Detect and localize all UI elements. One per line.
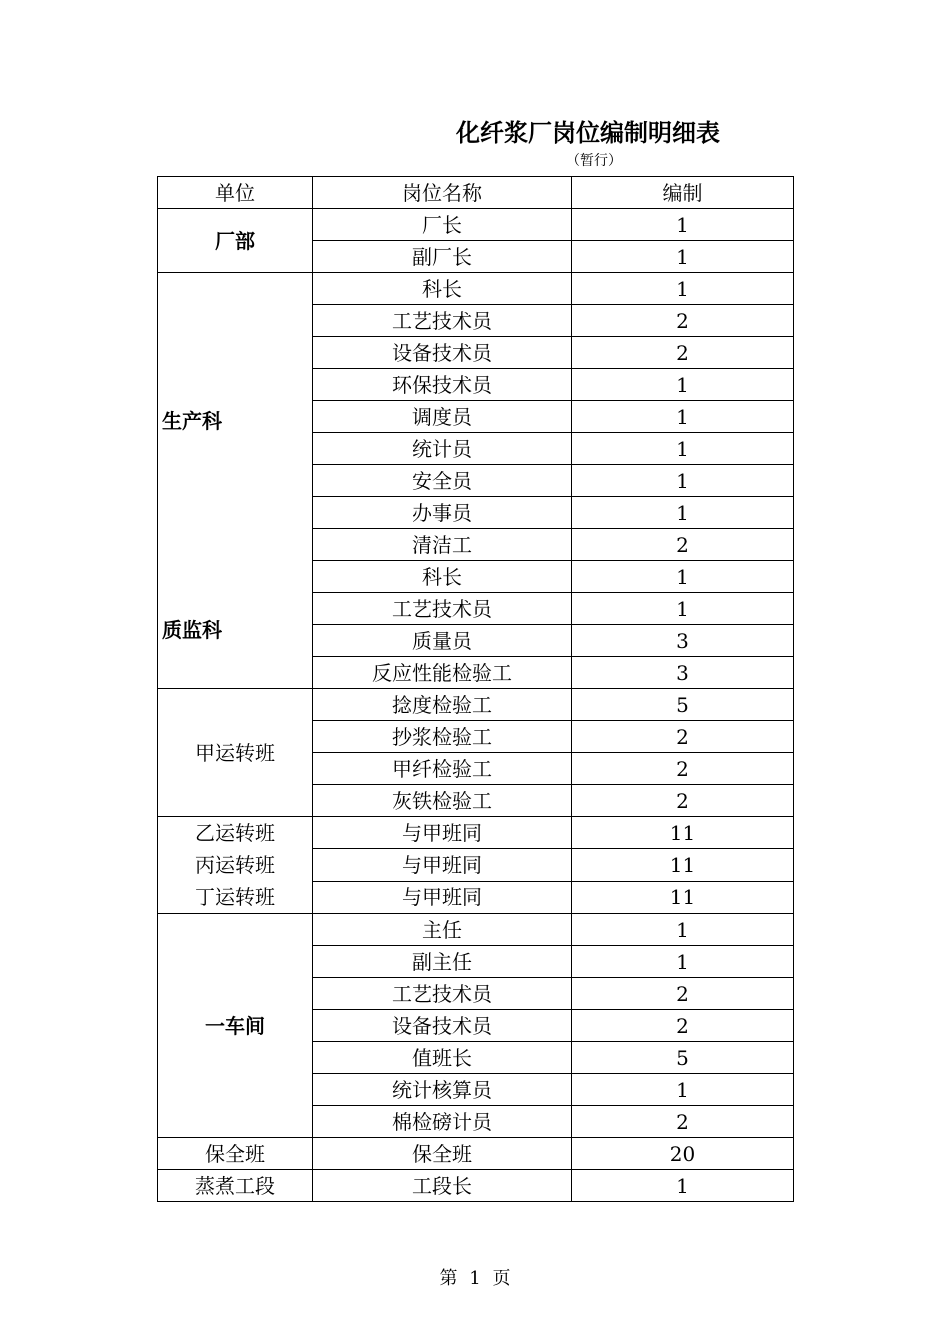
- footer-prefix: 第: [439, 1268, 458, 1289]
- position-cell: 设备技术员: [313, 1010, 572, 1042]
- position-cell: 调度员: [313, 401, 572, 433]
- table-row: [158, 1138, 794, 1170]
- position-cell: 与甲班同: [313, 817, 572, 849]
- unit-quality: 质监科: [162, 618, 222, 642]
- position-cell: 反应性能检验工: [313, 657, 572, 689]
- page-footer: [0, 1264, 950, 1290]
- count-cell: 1: [572, 593, 794, 625]
- count-cell: 5: [572, 689, 794, 721]
- count-cell: 2: [572, 1010, 794, 1042]
- position-cell: 抄浆检验工: [313, 721, 572, 753]
- position-cell: 副主任: [313, 946, 572, 978]
- count-cell: 1: [572, 241, 794, 273]
- page-subtitle: （暂行）: [566, 153, 622, 169]
- count-cell: 1: [572, 1074, 794, 1106]
- position-cell: 保全班: [313, 1138, 572, 1170]
- position-cell: 清洁工: [313, 529, 572, 561]
- count-cell: 11: [572, 817, 794, 849]
- count-cell: 11: [572, 849, 794, 881]
- unit-shift-a: 甲运转班: [158, 689, 313, 817]
- position-cell: 主任: [313, 914, 572, 946]
- unit-cooking: 蒸煮工段: [158, 1170, 313, 1202]
- table-row: [158, 817, 794, 849]
- position-cell: 棉检磅计员: [313, 1106, 572, 1138]
- position-cell: 副厂长: [313, 241, 572, 273]
- count-cell: 1: [572, 914, 794, 946]
- unit-production: 生产科: [162, 409, 222, 433]
- position-cell: 质量员: [313, 625, 572, 657]
- count-cell: 2: [572, 721, 794, 753]
- count-cell: 1: [572, 401, 794, 433]
- footer-page-number: 1: [469, 1268, 481, 1289]
- position-cell: 工段长: [313, 1170, 572, 1202]
- position-cell: 统计核算员: [313, 1074, 572, 1106]
- count-cell: 1: [572, 497, 794, 529]
- position-cell: 捻度检验工: [313, 689, 572, 721]
- count-cell: 1: [572, 1170, 794, 1202]
- position-cell: 设备技术员: [313, 337, 572, 369]
- table-row: [158, 914, 794, 946]
- header-count: 编制: [572, 177, 794, 209]
- unit-shift-b: 乙运转班: [195, 821, 275, 845]
- unit-maintenance: 保全班: [158, 1138, 313, 1170]
- position-cell: 灰铁检验工: [313, 785, 572, 817]
- footer-suffix: 页: [492, 1268, 511, 1289]
- position-cell: 科长: [313, 561, 572, 593]
- count-cell: 1: [572, 209, 794, 241]
- count-cell: 2: [572, 337, 794, 369]
- header-position: 岗位名称: [313, 177, 572, 209]
- table-row: [158, 209, 794, 241]
- table-row: [158, 1170, 794, 1202]
- count-cell: 11: [572, 881, 794, 913]
- count-cell: 2: [572, 305, 794, 337]
- unit-shift-d: 丁运转班: [195, 885, 275, 909]
- count-cell: 2: [572, 1106, 794, 1138]
- count-cell: 1: [572, 369, 794, 401]
- position-cell: 工艺技术员: [313, 978, 572, 1010]
- count-cell: 2: [572, 978, 794, 1010]
- position-cell: 科长: [313, 273, 572, 305]
- position-cell: 安全员: [313, 465, 572, 497]
- position-cell: 办事员: [313, 497, 572, 529]
- position-cell: 统计员: [313, 433, 572, 465]
- count-cell: 1: [572, 273, 794, 305]
- table-header-row: [158, 177, 794, 209]
- position-cell: 与甲班同: [313, 849, 572, 881]
- unit-factory: 厂部: [158, 209, 313, 273]
- unit-shift-c: 丙运转班: [195, 853, 275, 877]
- count-cell: 2: [572, 785, 794, 817]
- staffing-table: [157, 176, 794, 1202]
- position-cell: 甲纤检验工: [313, 753, 572, 785]
- position-cell: 与甲班同: [313, 881, 572, 913]
- header-unit: 单位: [158, 177, 313, 209]
- position-cell: 工艺技术员: [313, 593, 572, 625]
- unit-workshop1: 一车间: [158, 914, 313, 1138]
- table-row: [158, 689, 794, 721]
- unit-shifts-bcd: [158, 817, 313, 914]
- page-title: 化纤浆厂岗位编制明细表: [456, 119, 720, 147]
- count-cell: 20: [572, 1138, 794, 1170]
- count-cell: 3: [572, 625, 794, 657]
- count-cell: 1: [572, 465, 794, 497]
- count-cell: 2: [572, 529, 794, 561]
- count-cell: 1: [572, 946, 794, 978]
- position-cell: 环保技术员: [313, 369, 572, 401]
- position-cell: 工艺技术员: [313, 305, 572, 337]
- count-cell: 1: [572, 561, 794, 593]
- count-cell: 5: [572, 1042, 794, 1074]
- position-cell: 厂长: [313, 209, 572, 241]
- count-cell: 1: [572, 433, 794, 465]
- table-row: [158, 273, 794, 305]
- count-cell: 3: [572, 657, 794, 689]
- count-cell: 2: [572, 753, 794, 785]
- position-cell: 值班长: [313, 1042, 572, 1074]
